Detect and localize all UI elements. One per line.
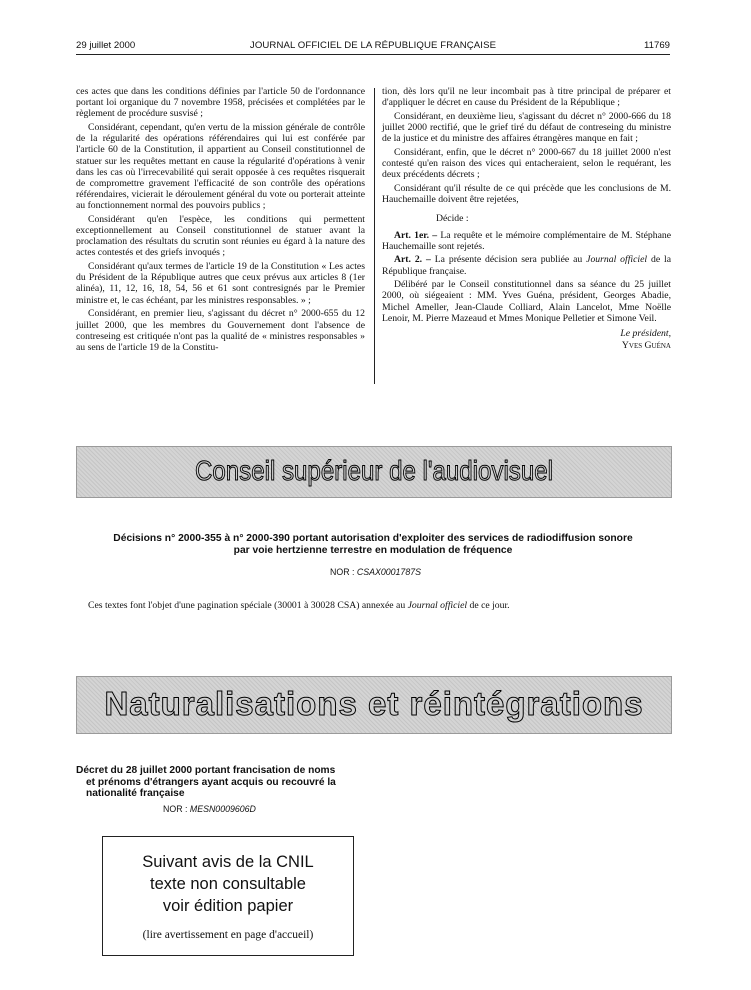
nor-code: CSAX0001787S [356, 567, 421, 577]
decide-heading: Décide : [436, 213, 469, 225]
left-paragraph: Considérant qu'aux termes de l'article 19 de la Constitution « Les actes du Président de la République autres que ceux prévus aux articles 8 (1er alinéa), 11, 12, 16, 18, 54, 56 et 61 sont contresignés par le Premier ministre et, le cas échéant, par les ministres responsables. » ; [76, 261, 365, 306]
left-paragraph: ces actes que dans les conditions définies par l'article 50 de l'ordonnance portant loi organique du 7 novembre 1958, précisées et complétées par le règlement de procédure susvisé ; [76, 86, 365, 120]
section-banner-naturalisations [76, 676, 672, 734]
header-rule [76, 54, 670, 55]
decret-title-line: Décret du 28 juillet 2000 portant francisation de noms [76, 765, 336, 776]
csa-note-journal: Journal officiel [407, 600, 468, 611]
right-paragraph: tion, dès lors qu'il ne leur incombait pas à titre principal de préparer et d'appliquer le décret en cause du Président de la République ; [382, 86, 671, 109]
left-paragraph: Considérant, en premier lieu, s'agissant du décret n° 2000-655 du 12 juillet 2000, que les membres du Gouvernement dont l'absence de contreseing est critiquée n'ont pas la qualité de « ministres responsables » au sens de l'article 19 de la Constitu- [76, 308, 365, 353]
decision-title-line: par voie hertzienne terrestre en modulation de fréquence [233, 545, 513, 556]
header-journal-title: JOURNAL OFFICIEL DE LA RÉPUBLIQUE FRANÇAISE [249, 40, 497, 51]
nor-reference-csa [0, 567, 751, 577]
section-banner-csa [76, 446, 672, 498]
right-column [382, 86, 671, 351]
signature-name: Yves Guéna [621, 340, 671, 352]
left-paragraph: Considérant, cependant, qu'en vertu de la mission générale de contrôle de la régularité des opérations référendaires qui lui est conférée par l'article 60 de la Constitution, il appartient au Conseil constitutionnel de statuer sur les requêtes mettant en cause la régularité d'opérations à venir dans les cas où l'irrecevabilité qui serait opposée à ces requêtes risquerait de compromettre gravement l'efficacité de son contrôle des opérations référendaires, vicierait le déroulement général du vote ou porterait atteinte au fonctionnement normal des pouvoirs publics ; [76, 122, 365, 212]
right-paragraph: Considérant qu'il résulte de ce qui précède que les conclusions de M. Hauchemaille doivent être rejetées, [382, 183, 671, 206]
decret-title [76, 765, 376, 800]
left-column [76, 86, 365, 356]
header-page-number: 11769 [644, 40, 670, 51]
article-2-text: La présente décision sera publiée au [434, 254, 583, 266]
column-divider [374, 88, 375, 384]
right-paragraph: Considérant, en deuxième lieu, s'agissant du décret n° 2000-666 du 18 juillet 2000 rectifié, que le grief tiré du défaut de contreseing du ministre de la justice et du ministre des affaires étrangères manque en fait ; [382, 110, 671, 145]
section-title-csa: Conseil supérieur de l'audiovisuel [194, 455, 553, 486]
nor-label: NOR : [163, 804, 188, 814]
right-paragraph: Considérant, enfin, que le décret n° 2000-667 du 18 juillet 2000 n'est contesté qu'en raison des vices qui entacheraient, selon le requérant, les deux précédents décrets ; [382, 146, 671, 181]
article-2-text-end: de la République française. [382, 254, 672, 277]
nor-label: NOR : [330, 567, 355, 577]
csa-note [88, 600, 510, 611]
csa-note-text: Ces textes font l'objet d'une pagination spéciale (30001 à 30028 CSA) annexée au [88, 600, 406, 611]
cnil-notice-box [102, 836, 354, 956]
deliberation: Délibéré par le Conseil constitutionnel dans sa séance du 25 juillet 2000, où siégeaient : MM. Yves Guéna, président, Georges Abadie, Michel Ameller, Jean-Claude Colliard, Alain Lancelot, Mme Noëlle Lenoir, M. Pierre Mazeaud et Mmes Monique Pelletier et Simone Veil. [382, 279, 671, 324]
decision-title [100, 533, 646, 557]
article-2 [382, 254, 671, 276]
cnil-note: (lire avertissement en page d'accueil) [142, 929, 314, 941]
decision-title-line: Décisions n° 2000-355 à n° 2000-390 portant autorisation d'exploiter des services de radiodiffusion sonore [113, 533, 633, 544]
article-2-journal: Journal officiel [586, 254, 648, 266]
header-date: 29 juillet 2000 [76, 40, 136, 51]
csa-note-end: de ce jour. [469, 600, 510, 611]
section-title-naturalisations: Naturalisations et réintégrations [104, 685, 644, 722]
signature-role: Le président, [620, 327, 671, 339]
article-1-text: La requête et le mémoire complémentaire de M. Stéphane Hauchemaille sont rejetés. [382, 229, 672, 252]
decret-title-line: nationalité française [86, 788, 185, 800]
article-1 [382, 230, 671, 252]
left-paragraph: Considérant qu'en l'espèce, les conditions qui permettent exceptionnellement au Conseil constitutionnel de statuer avant la proclamation des résultats du scrutin sont réunies eu égard à la nature des actes contestés et des griefs invoqués ; [76, 213, 365, 259]
decret-title-line: et prénoms d'étrangers ayant acquis ou recouvré la [86, 776, 336, 788]
nor-code: MESN0009606D [189, 804, 256, 814]
article-2-label: Art. 2. – [394, 254, 431, 266]
cnil-line: Suivant avis de la CNIL [142, 853, 314, 871]
nor-reference-decret [163, 804, 256, 814]
cnil-line: texte non consultable [150, 875, 306, 893]
cnil-line: voir édition papier [162, 897, 294, 915]
article-1-label: Art. 1er. – [394, 229, 438, 241]
